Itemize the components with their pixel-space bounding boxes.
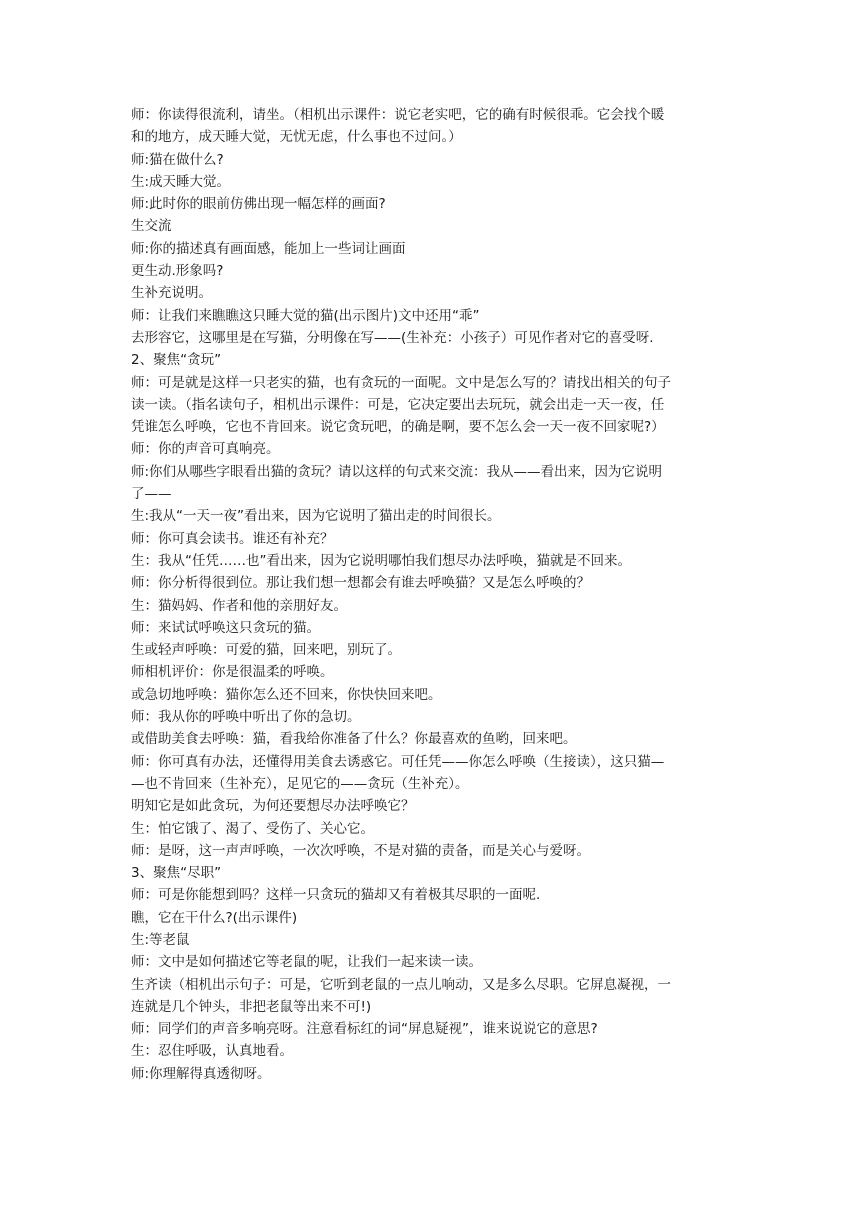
text-line: 师：我从你的呼唤中听出了你的急切。 (131, 709, 361, 726)
text-line: 师:你理解得真透彻呀。 (131, 1065, 271, 1082)
text-line: 和的地方，成天睡大觉，无忧无虑，什么事也不过问。） (131, 129, 462, 146)
text-line: 生或轻声呼唤：可爱的猫，回来吧，别玩了。 (131, 642, 401, 659)
text-line: 瞧，它在干什么?(出示课件) (131, 909, 298, 926)
text-line: 师：文中是如何描述它等老鼠的呢，让我们一起来读一读。 (131, 954, 482, 971)
text-line: 师：让我们来瞧瞧这只睡大觉的猫(出示图片)文中还用“乖” (131, 307, 480, 324)
text-line: 了—— (131, 486, 172, 503)
text-line: 师相机评价：你是很温柔的呼唤。 (131, 664, 334, 681)
document-body (131, 104, 731, 1085)
text-line: 师：是呀，这一声声呼唤，一次次呼唤，不是对猫的责备，而是关心与爱呀。 (131, 842, 590, 859)
text-line: 连就是几个钟头，非把老鼠等出来不可!) (131, 998, 372, 1015)
section-heading: 3、聚焦“尽职” (131, 865, 222, 882)
text-line: 生:等老鼠 (131, 931, 190, 948)
text-line: 读一读。（指名读句子，相机出示课件：可是，它决定要出去玩玩，就会出走一天一夜，任 (131, 396, 665, 413)
text-line: 生：我从“任凭……也”看出来，因为它说明哪怕我们想尽办法呼唤，猫就是不回来。 (131, 552, 631, 569)
text-line: 师：你的声音可真响亮。 (131, 441, 280, 458)
text-line: 生交流 (131, 218, 172, 235)
text-line: 明知它是如此贪玩，为何还要想尽办法呼唤它？ (131, 798, 415, 815)
text-line: 生补充说明。 (131, 285, 212, 302)
text-line: 生：忍住呼吸，认真地看。 (131, 1043, 293, 1060)
text-line: 生：怕它饿了、渴了、受伤了、关心它。 (131, 820, 374, 837)
text-line: 师：同学们的声音多响亮呀。注意看标红的词“屏息疑视”，谁来说说它的意思? (131, 1021, 598, 1038)
text-line: 生齐读（相机出示句子：可是，它听到老鼠的一点儿响动，又是多么尽职。它屏息凝视，一 (131, 976, 671, 993)
text-line: 师：你可真会读书。谁还有补充？ (131, 530, 334, 547)
text-line: 更生动.形象吗? (131, 263, 224, 280)
text-line: 去形容它，这哪里是在写猫，分明像在写——(生补充：小孩子）可见作者对它的喜受呀. (131, 329, 654, 346)
text-line: 师：你读得很流利，请坐。（相机出示课件：说它老实吧，它的确有时候很乖。它会找个暖 (131, 107, 665, 123)
text-line: 或急切地呼唤：猫你怎么还不回来，你快快回来吧。 (131, 686, 442, 703)
text-line: 或借助美食去呼唤：猫，看我给你准备了什么？你最喜欢的鱼哟，回来吧。 (131, 731, 577, 748)
text-line: 师：可是你能想到吗？这样一只贪玩的猫却又有着极其尽职的一面呢. (131, 887, 541, 904)
text-line: 生：猫妈妈、作者和他的亲朋好友。 (131, 597, 347, 614)
text-line: 凭谁怎么呼唤，它也不肯回来。说它贪玩吧，的确是啊，要不怎么会一天一夜不回家呢?） (131, 419, 665, 436)
text-line: —也不肯回来（生补充），足见它的——贪玩（生补充）。 (131, 775, 469, 792)
text-line: 师:猫在做什么? (131, 151, 224, 168)
text-line: 师：你分析得很到位。那让我们想一想都会有谁去呼唤猫？又是怎么呼唤的？ (131, 575, 590, 592)
text-line: 师：来试试呼唤这只贪玩的猫。 (131, 619, 320, 636)
text-line: 师：你可真有办法，还懂得用美食去诱惑它。可任凭——你怎么呼唤（生接读），这只猫— (131, 753, 665, 770)
text-line: 师:你们从哪些字眼看出猫的贪玩？请以这样的句式来交流：我从——看出来，因为它说明 (131, 463, 663, 480)
text-line: 师:此时你的眼前仿佛出现一幅怎样的画面? (131, 196, 386, 213)
section-heading: 2、聚焦“贪玩” (131, 352, 222, 369)
text-line: 生:我从“一天一夜”看出来，因为它说明了猫出走的时间很长。 (131, 508, 501, 525)
text-line: 生:成天睡大觉。 (131, 173, 231, 190)
text-line: 师：可是就是这样一只老实的猫，也有贪玩的一面呢。文中是怎么写的？请找出相关的句子 (131, 374, 671, 391)
text-line: 师:你的描述真有画面感，能加上一些词让画面 (131, 240, 406, 257)
